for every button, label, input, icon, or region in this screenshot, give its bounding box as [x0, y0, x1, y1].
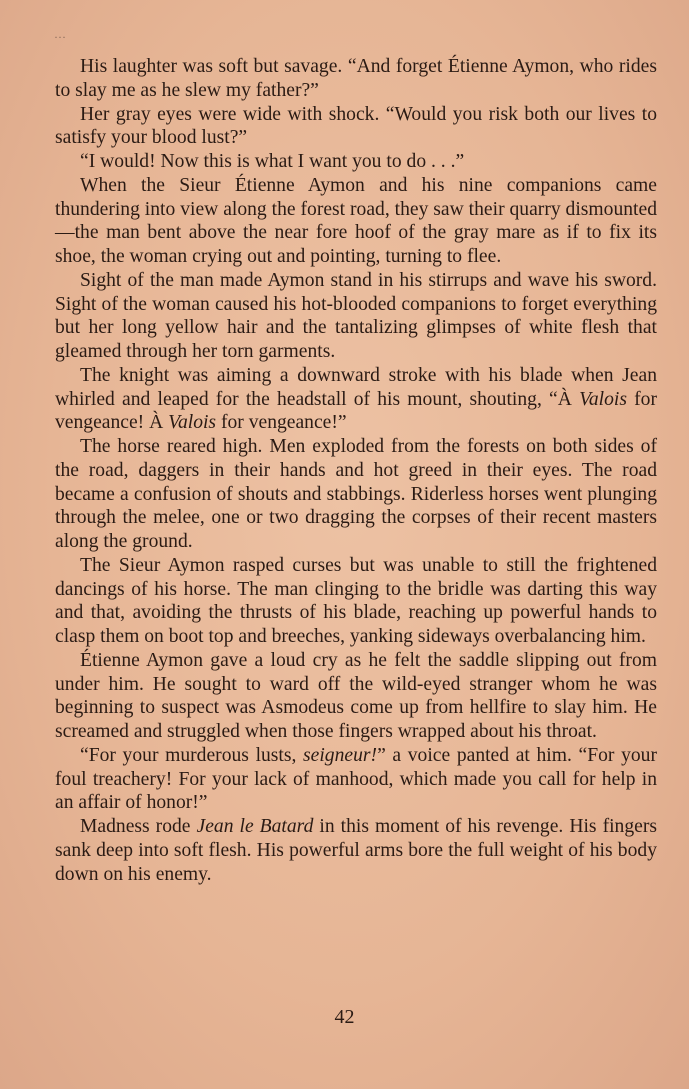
page-smudge: ···	[54, 30, 66, 44]
italic-text: Valois	[579, 388, 627, 410]
text-run: The knight was aiming a downward stroke with his blade when Jean whirled and leaped for the headstall of his mount, shouting, “À	[55, 364, 657, 410]
text-run: Madness rode	[80, 816, 197, 837]
text-run: for vengeance! À	[55, 388, 657, 434]
paragraph: Her gray eyes were wide with shock. “Would you risk both our lives to satisfy your blood lust?”	[55, 103, 657, 149]
paragraph	[55, 744, 657, 815]
paragraph: “I would! Now this is what I want you to do . . .”	[80, 151, 465, 172]
paragraph: Étienne Aymon gave a loud cry as he felt the saddle slipping out from under him. He sought to ward off the wild-eyed stranger whom he was beginning to suspect was Asmodeus come up from hellfire to slay him. He screamed and struggled when those fingers wrapped about his throat.	[55, 649, 657, 742]
text-run: in this moment of his revenge. His fingers sank deep into soft flesh. His powerful arms bore the full weight of his body down on his enemy.	[55, 816, 657, 885]
italic-text: Jean le Batard	[196, 816, 314, 837]
text-run: for vengeance!”	[216, 412, 347, 434]
page-body	[55, 55, 657, 1055]
text-run: “For your murderous lusts,	[80, 744, 304, 766]
paragraph: The Sieur Aymon rasped curses but was unable to still the frightened dancings of his horse. The man clinging to the bridle was darting this way and that, avoiding the thrusts of his blade, reaching up powerful hands to clasp them on boot top and breeches, yanking sideways overbalancing him.	[55, 554, 657, 647]
paragraph	[55, 364, 657, 435]
paragraph: The horse reared high. Men exploded from the forests on both sides of the road, daggers in their hands and hot greed in their eyes. The road became a confusion of shouts and stabbings. Riderless horses went plunging through the melee, one or two dragging the corpses of their recent masters along the ground.	[55, 436, 657, 552]
page-number: 42	[334, 1006, 355, 1028]
paragraph: His laughter was soft but savage. “And forget Étienne Aymon, who rides to slay me as he slew my father?”	[55, 56, 657, 101]
italic-text: Valois	[168, 412, 217, 434]
paragraph: When the Sieur Étienne Aymon and his nine companions came thundering into view along the forest road, they saw their quarry dismounted—the man bent above the near fore hoof of the gray mare as if to fix its shoe, the woman crying out and pointing, turning to flee.	[55, 174, 657, 267]
paragraph	[55, 815, 657, 886]
italic-text: seigneur!	[303, 744, 378, 766]
paragraph: Sight of the man made Aymon stand in his stirrups and wave his sword. Sight of the woman caused his hot-blooded companions to forget everything but her long yellow hair and the tantalizing glimpses of white flesh that gleamed through her torn garments.	[55, 269, 657, 362]
text-run: ” a voice panted at him. “For your foul treachery! For your lack of manhood, which made you call for help in an affair of honor!”	[55, 744, 657, 814]
